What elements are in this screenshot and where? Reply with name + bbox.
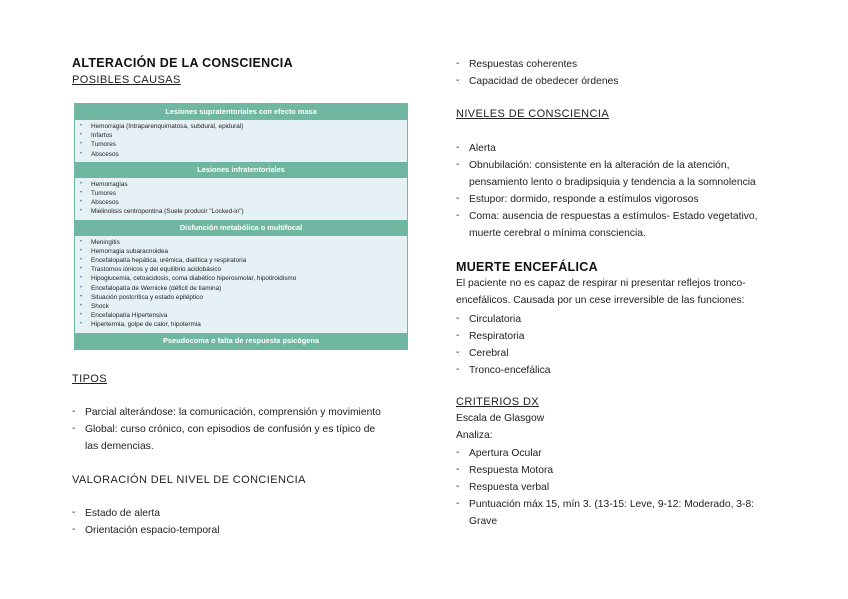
table-section-header: Lesiones supratentoriales con efecto masa: [75, 104, 407, 120]
list-item: muerte cerebral o mínima consciencia.: [469, 228, 646, 239]
table-item: • Hipertermia, golpe de calor, hipotermia: [75, 320, 407, 329]
list-item: - Alerta: [456, 140, 796, 157]
main-title: ALTERACIÓN DE LA CONSCIENCIA: [72, 56, 293, 70]
list-item: - Estupor: dormido, responde a estímulos vigorosos: [456, 191, 796, 208]
brain-death-text: encefálicos. Causada por un cese irreversible de las funciones:: [456, 295, 745, 306]
table-item: • Tumores: [75, 189, 407, 198]
list-item: - Orientación espacio-temporal: [72, 522, 412, 539]
brain-death-title: MUERTE ENCEFÁLICA: [456, 260, 598, 274]
list-item: - Coma: ausencia de respuestas a estímulos- Estado vegetativo,: [456, 208, 796, 225]
table-item: • Shock: [75, 302, 407, 311]
list-item: - Respuesta verbal: [456, 479, 786, 496]
table-item: • Abscesos: [75, 150, 407, 159]
list-item: - Apertura Ocular: [456, 445, 786, 462]
criteria-heading: CRITERIOS DX: [456, 396, 540, 408]
table-section-body: [75, 178, 407, 220]
table-item: • Mielinolisis centropontina (Suele producir "Locked-in"): [75, 207, 407, 216]
list-item: - Respuesta Motora: [456, 462, 786, 479]
brain-death-text: El paciente no es capaz de respirar ni presentar reflejos tronco-: [456, 278, 746, 289]
criteria-scale: Escala de Glasgow: [456, 413, 545, 424]
list-item: las demencias.: [85, 441, 154, 452]
list-item: - Circulatoria: [456, 311, 786, 328]
table-item: • Hipoglucemia, cetoacidosis, coma diabético hiperosmolar, hipotiroidismo: [75, 274, 407, 283]
list-item: - Puntuación máx 15, mín 3. (13-15: Leve, 9-12: Moderado, 3-8:: [456, 496, 786, 513]
table-item: • Situación postcrítica y estado epiléptico: [75, 293, 407, 302]
valuation-heading: VALORACIÓN DEL NIVEL DE CONCIENCIA: [72, 474, 306, 486]
table-item: • Encefalopatía hepática, urémica, dialítica y respiratoria: [75, 256, 407, 265]
list-item: - Estado de alerta: [72, 505, 412, 522]
table-section-header: Lesiones infratentoriales: [75, 162, 407, 178]
table-section-body: [75, 120, 407, 162]
list-item: pensamiento lento o bradipsiquia y tendencia a la somnolencia: [469, 177, 756, 188]
table-item: • Infartos: [75, 131, 407, 140]
list-item: - Tronco-encefálica: [456, 362, 786, 379]
table-item: • Meningitis: [75, 238, 407, 247]
valuation-list: [72, 505, 412, 539]
table-item: • Hemorragia (Intraparenquimatosa, subdural, epidural): [75, 122, 407, 131]
top-list: [456, 56, 786, 90]
table-item: • Abscesos: [75, 198, 407, 207]
table-item: • Encefalopatía Hipertensiva: [75, 311, 407, 320]
table-item: • Encefalopatía de Wernicke (déficit de tiamina): [75, 284, 407, 293]
list-item: - Parcial alterándose: la comunicación, comprensión y movimiento: [72, 404, 412, 421]
list-item: - Global: curso crónico, con episodios de confusión y es típico de: [72, 421, 412, 438]
list-item: - Respiratoria: [456, 328, 786, 345]
causes-heading: POSIBLES CAUSAS: [72, 74, 181, 86]
criteria-list: [456, 445, 786, 530]
causes-table: [74, 103, 408, 350]
list-item: - Respuestas coherentes: [456, 56, 786, 73]
table-section-header: Pseudocoma o falta de respuesta psicógena: [75, 333, 407, 349]
criteria-analiza: Analiza:: [456, 430, 493, 441]
table-item: • Hemorragia subaracnoidea: [75, 247, 407, 256]
types-heading: TIPOS: [72, 373, 108, 385]
table-section-body: [75, 236, 407, 333]
types-list: [72, 404, 412, 455]
list-item: - Capacidad de obedecer órdenes: [456, 73, 786, 90]
list-item: - Obnubilación: consistente en la alteración de la atención,: [456, 157, 796, 174]
levels-list: [456, 140, 796, 242]
levels-heading: NIVELES DE CONSCIENCIA: [456, 108, 610, 120]
table-item: • Trastornos iónicos y del equilibrio acidobásico: [75, 265, 407, 274]
brain-death-list: [456, 311, 786, 379]
table-item: • Hemorragias: [75, 180, 407, 189]
table-section-header: Disfunción metabólica o multifocal: [75, 220, 407, 236]
list-item: Grave: [469, 516, 498, 527]
list-item: - Cerebral: [456, 345, 786, 362]
table-item: • Tumores: [75, 140, 407, 149]
